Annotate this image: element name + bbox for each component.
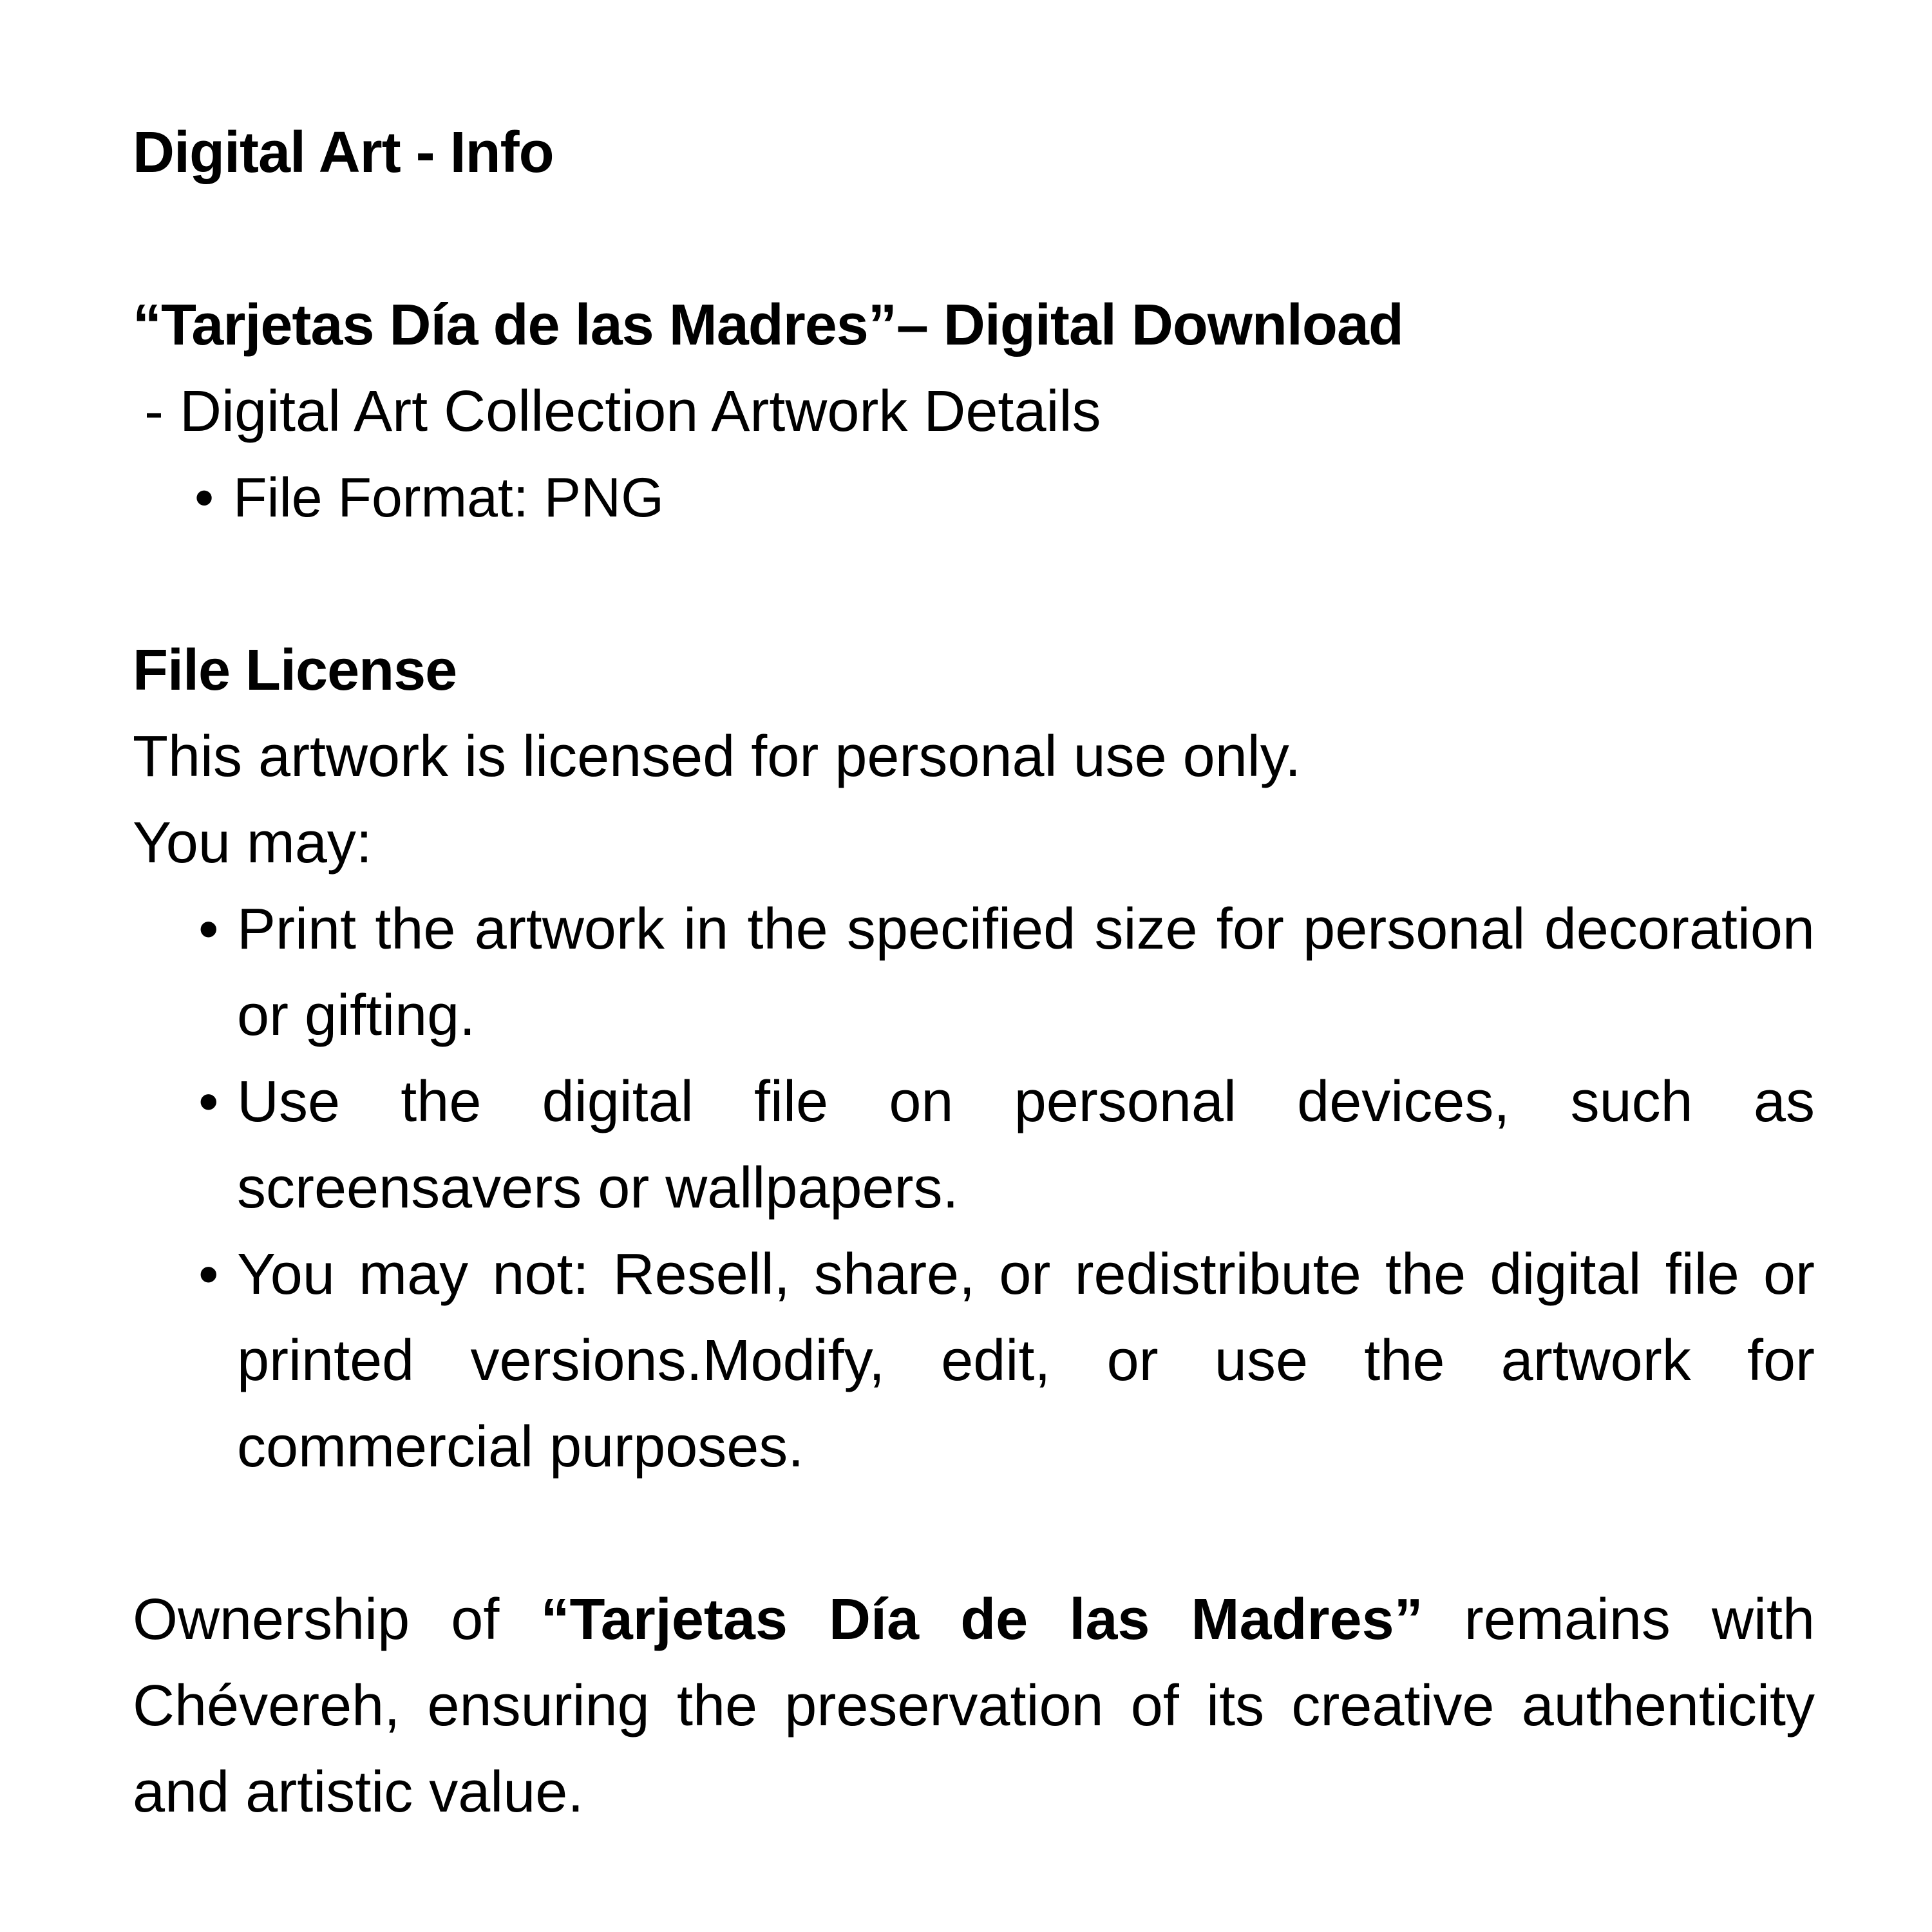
document-page — [133, 109, 1815, 1835]
product-subtitle: - Digital Art Collection Artwork Details — [144, 379, 1101, 444]
license-heading: File License — [133, 638, 457, 703]
detail-file-format: • File Format: PNG — [194, 455, 1815, 541]
section-spacer — [133, 541, 1815, 627]
license-term-devices: • Use the digital file on personal devices, such as screensavers or wallpapers. — [237, 1059, 1815, 1231]
license-may-label: You may: — [133, 811, 372, 875]
ownership-suffix: remains with Chévereh, ensuring the preservation of its creative authenticity and artistic value. — [133, 1587, 1815, 1824]
license-term-print: • Print the artwork in the specified size for personal decoration or gifting. — [237, 886, 1815, 1059]
artwork-details-list — [133, 455, 1815, 541]
license-intro: This artwork is licensed for personal use only. — [133, 724, 1302, 789]
license-terms-list — [133, 886, 1815, 1490]
product-title: “Tarjetas Día de las Madres”– Digital Download — [133, 293, 1403, 357]
ownership-statement — [133, 1577, 1815, 1835]
section-spacer — [133, 1490, 1815, 1577]
page-title: Digital Art - Info — [133, 120, 554, 185]
license-term-restrictions: • You may not: Resell, share, or redistribute the digital file or printed versions.Modify, edit, or use the artwork for commercial purposes. — [237, 1231, 1815, 1490]
ownership-artwork-name: “Tarjetas Día de las Madres” — [540, 1587, 1423, 1652]
ownership-prefix: Ownership of — [133, 1587, 541, 1652]
